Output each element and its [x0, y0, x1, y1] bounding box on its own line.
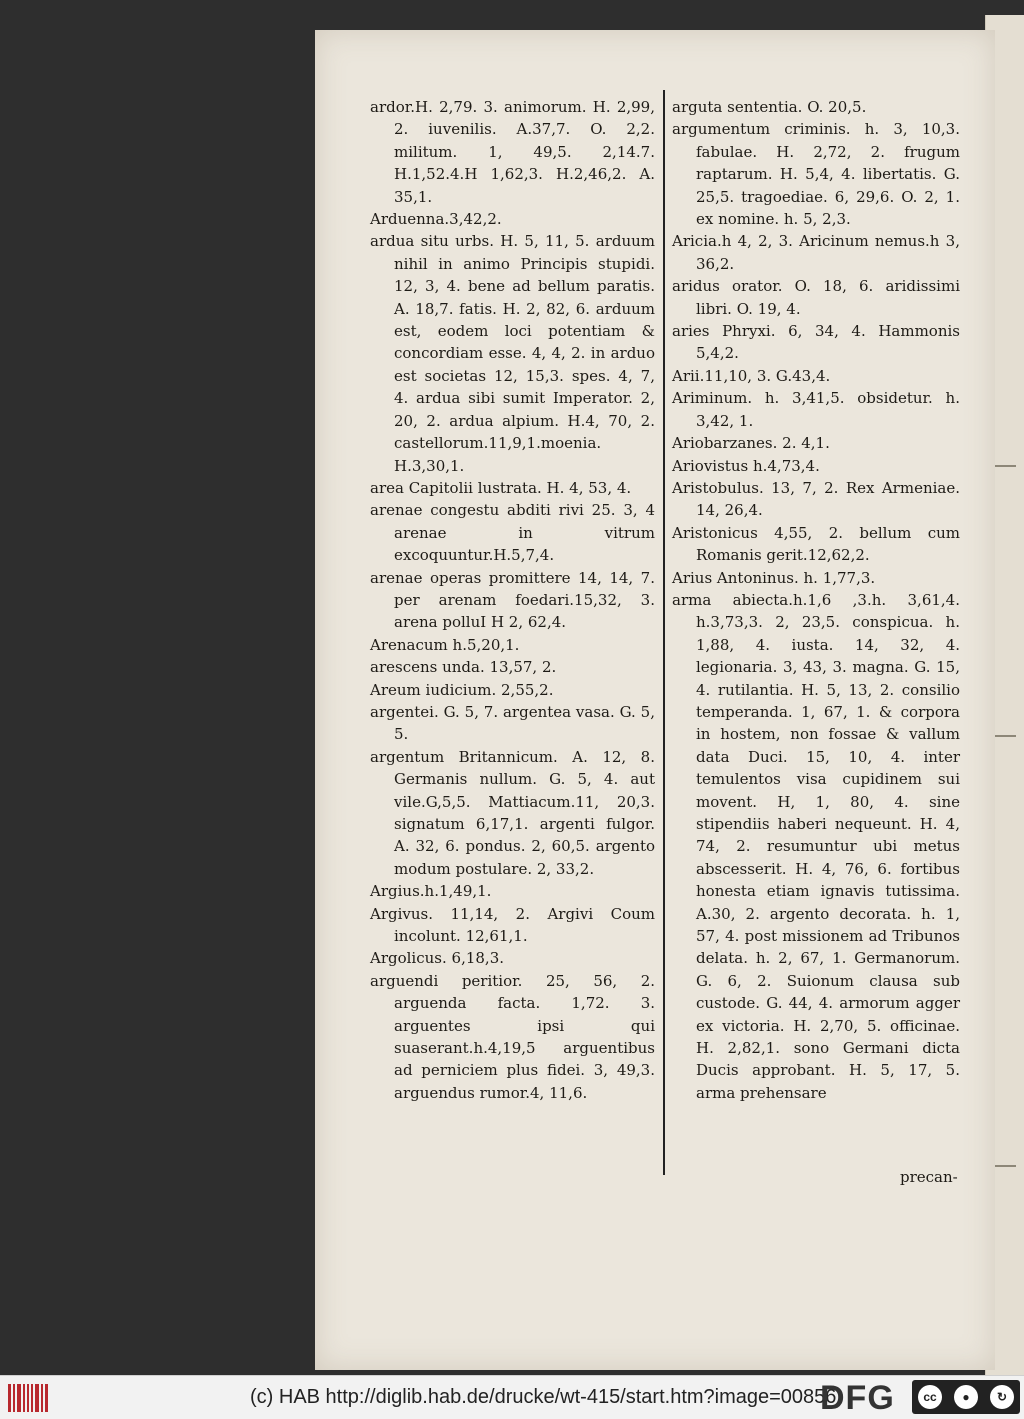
- viewer-footer: [0, 1375, 1024, 1419]
- index-column-right: [672, 96, 960, 1104]
- index-entry: Ariovistus h.4,73,4.: [672, 456, 820, 475]
- index-entry: arma abiecta.h.1,6 ,3.h. 3,61,4. h.3,73,3. 2, 23,5. conspicua. h. 1,88, 4. iusta. 14, 32, 4. legionaria. 3, 43, 3. magna. G. 15, 4. rutilantia. H. 5, 13, 2. consilio temperanda. 1, 67, 1. & corpora in hostem, non fossae & vallum data Duci. 15, 10, 4. inter temulentos visa cupidinem sui movent. H, 1, 80, 4. sine stipendiis haberi nequeunt. H. 4, 74, 2. resumuntur ubi metus abscesserit. H. 4, 76, 6. fortibus honesta etiam ignavis tutissima. A.30, 2. argento decorata. h. 1, 57, 4. post missionem ad Tribunos delata. h. 2, 67, 1. Germanorum. G. 6, 2. Suionum clausa sub custode. G. 44, 4. armorum agger ex victoria. H. 2,70, 5. officinae. H. 2,82,1. sono Germani dicta Ducis approbant. H. 5, 17, 5. arma prehensare: [672, 590, 960, 1102]
- dfg-logo: DFG: [820, 1379, 895, 1417]
- cc-icon: cc: [918, 1385, 942, 1409]
- column-divider: [663, 90, 665, 1175]
- index-entry: aridus orator. O. 18, 6. aridissimi libri. O. 19, 4.: [672, 277, 960, 318]
- index-entry: argentum Britannicum. A. 12, 8. Germanis nullum. G. 5, 4. aut vile.G,5,5. Mattiacum.11, 20,3. signatum 6,17,1. argenti fulgor. A. 32, 6. pondus. 2, 60,5. argento modum postulare. 2, 33,2.: [370, 747, 655, 878]
- index-entry: Aricia.h 4, 2, 3. Aricinum nemus.h 3, 36,2.: [672, 232, 960, 273]
- page-edge-mark: [994, 1165, 1016, 1167]
- index-entry: Argivus. 11,14, 2. Argivi Coum incolunt. 12,61,1.: [370, 904, 655, 946]
- index-column-left: [370, 96, 655, 1104]
- index-entry: Arii.11,10, 3. G.43,4.: [672, 366, 831, 385]
- index-entry: argumentum criminis. h. 3, 10,3. fabulae. H. 2,72, 2. frugum raptarum. H. 5,4, 4. libertatis. G. 25,5. tragoediae. 6, 29,6. O. 2, 1. ex nomine. h. 5, 2,3.: [672, 120, 960, 229]
- index-entry: Aristobulus. 13, 7, 2. Rex Armeniae. 14, 26,4.: [672, 478, 960, 520]
- page-edge-mark: [994, 735, 1016, 737]
- index-entry: arguendi peritior. 25, 56, 2. arguenda facta. 1,72. 3. arguentes ipsi qui suaserant.h.4,19,5 arguentibus ad perniciem plus fidei. 3, 49,3. arguendus rumor.4, 11,6.: [370, 971, 655, 1102]
- index-entry: arescens unda. 13,57, 2.: [370, 658, 557, 677]
- index-entry: arguta sententia. O. 20,5.: [672, 98, 867, 116]
- copyright-credit[interactable]: (c) HAB http://diglib.hab.de/drucke/wt-415/start.htm?image=00856: [250, 1386, 837, 1408]
- sa-icon: ↻: [990, 1385, 1014, 1409]
- license-badge[interactable]: [912, 1380, 1020, 1414]
- catchword: precan-: [900, 1168, 958, 1186]
- index-entry: argentei. G. 5, 7. argentea vasa. G. 5, 5.: [370, 702, 655, 744]
- index-entry: area Capitolii lustrata. H. 4, 53, 4.: [370, 478, 632, 497]
- index-entry: ardor.H. 2,79. 3. animorum. H. 2,99, 2. iuvenilis. A.37,7. O. 2,2. militum. 1, 49,5. 2,14.7. H.1,52.4.H 1,62,3. H.2,46,2. A. 35,1.: [370, 98, 655, 206]
- index-entry: Argius.h.1,49,1.: [370, 882, 492, 901]
- index-entry: arenae operas promittere 14, 14, 7. per arenam foedari.15,32, 3. arena polluI H 2, 62,4.: [370, 568, 655, 632]
- index-entry: aries Phryxi. 6, 34, 4. Hammonis 5,4,2.: [672, 322, 960, 363]
- index-entry: Aristonicus 4,55, 2. bellum cum Romanis gerit.12,62,2.: [672, 523, 960, 565]
- index-entry: Argolicus. 6,18,3.: [370, 949, 505, 968]
- index-entry: Arius Antoninus. h. 1,77,3.: [672, 568, 876, 587]
- index-entry: Arduenna.3,42,2.: [370, 210, 502, 229]
- hab-logo-icon: [8, 1384, 48, 1412]
- page-edge-mark: [994, 465, 1016, 467]
- index-entry: ardua situ urbs. H. 5, 11, 5. arduum nihil in animo Principis stupidi. 12, 3, 4. bene ad bellum paratis. A. 18,7. fatis. H. 2, 82, 6. arduum est, eodem loci potentiam & concordiam esse. 4, 4, 2. in arduo est societas 12, 15,3. spes. 4, 7, 4. ardua sibi sumit Imperator. 2, 20, 2. ardua alpium. H.4, 70, 2. castellorum.11,9,1.moenia. H.3,30,1.: [370, 232, 655, 475]
- by-icon: ●: [954, 1385, 978, 1409]
- index-entry: Ariobarzanes. 2. 4,1.: [672, 434, 830, 453]
- index-entry: Arenacum h.5,20,1.: [370, 635, 520, 654]
- index-entry: arenae congestu abditi rivi 25. 3, 4 arenae in vitrum excoquuntur.H.5,7,4.: [370, 501, 655, 565]
- index-entry: Ariminum. h. 3,41,5. obsidetur. h. 3,42, 1.: [672, 389, 960, 430]
- index-entry: Areum iudicium. 2,55,2.: [370, 680, 554, 699]
